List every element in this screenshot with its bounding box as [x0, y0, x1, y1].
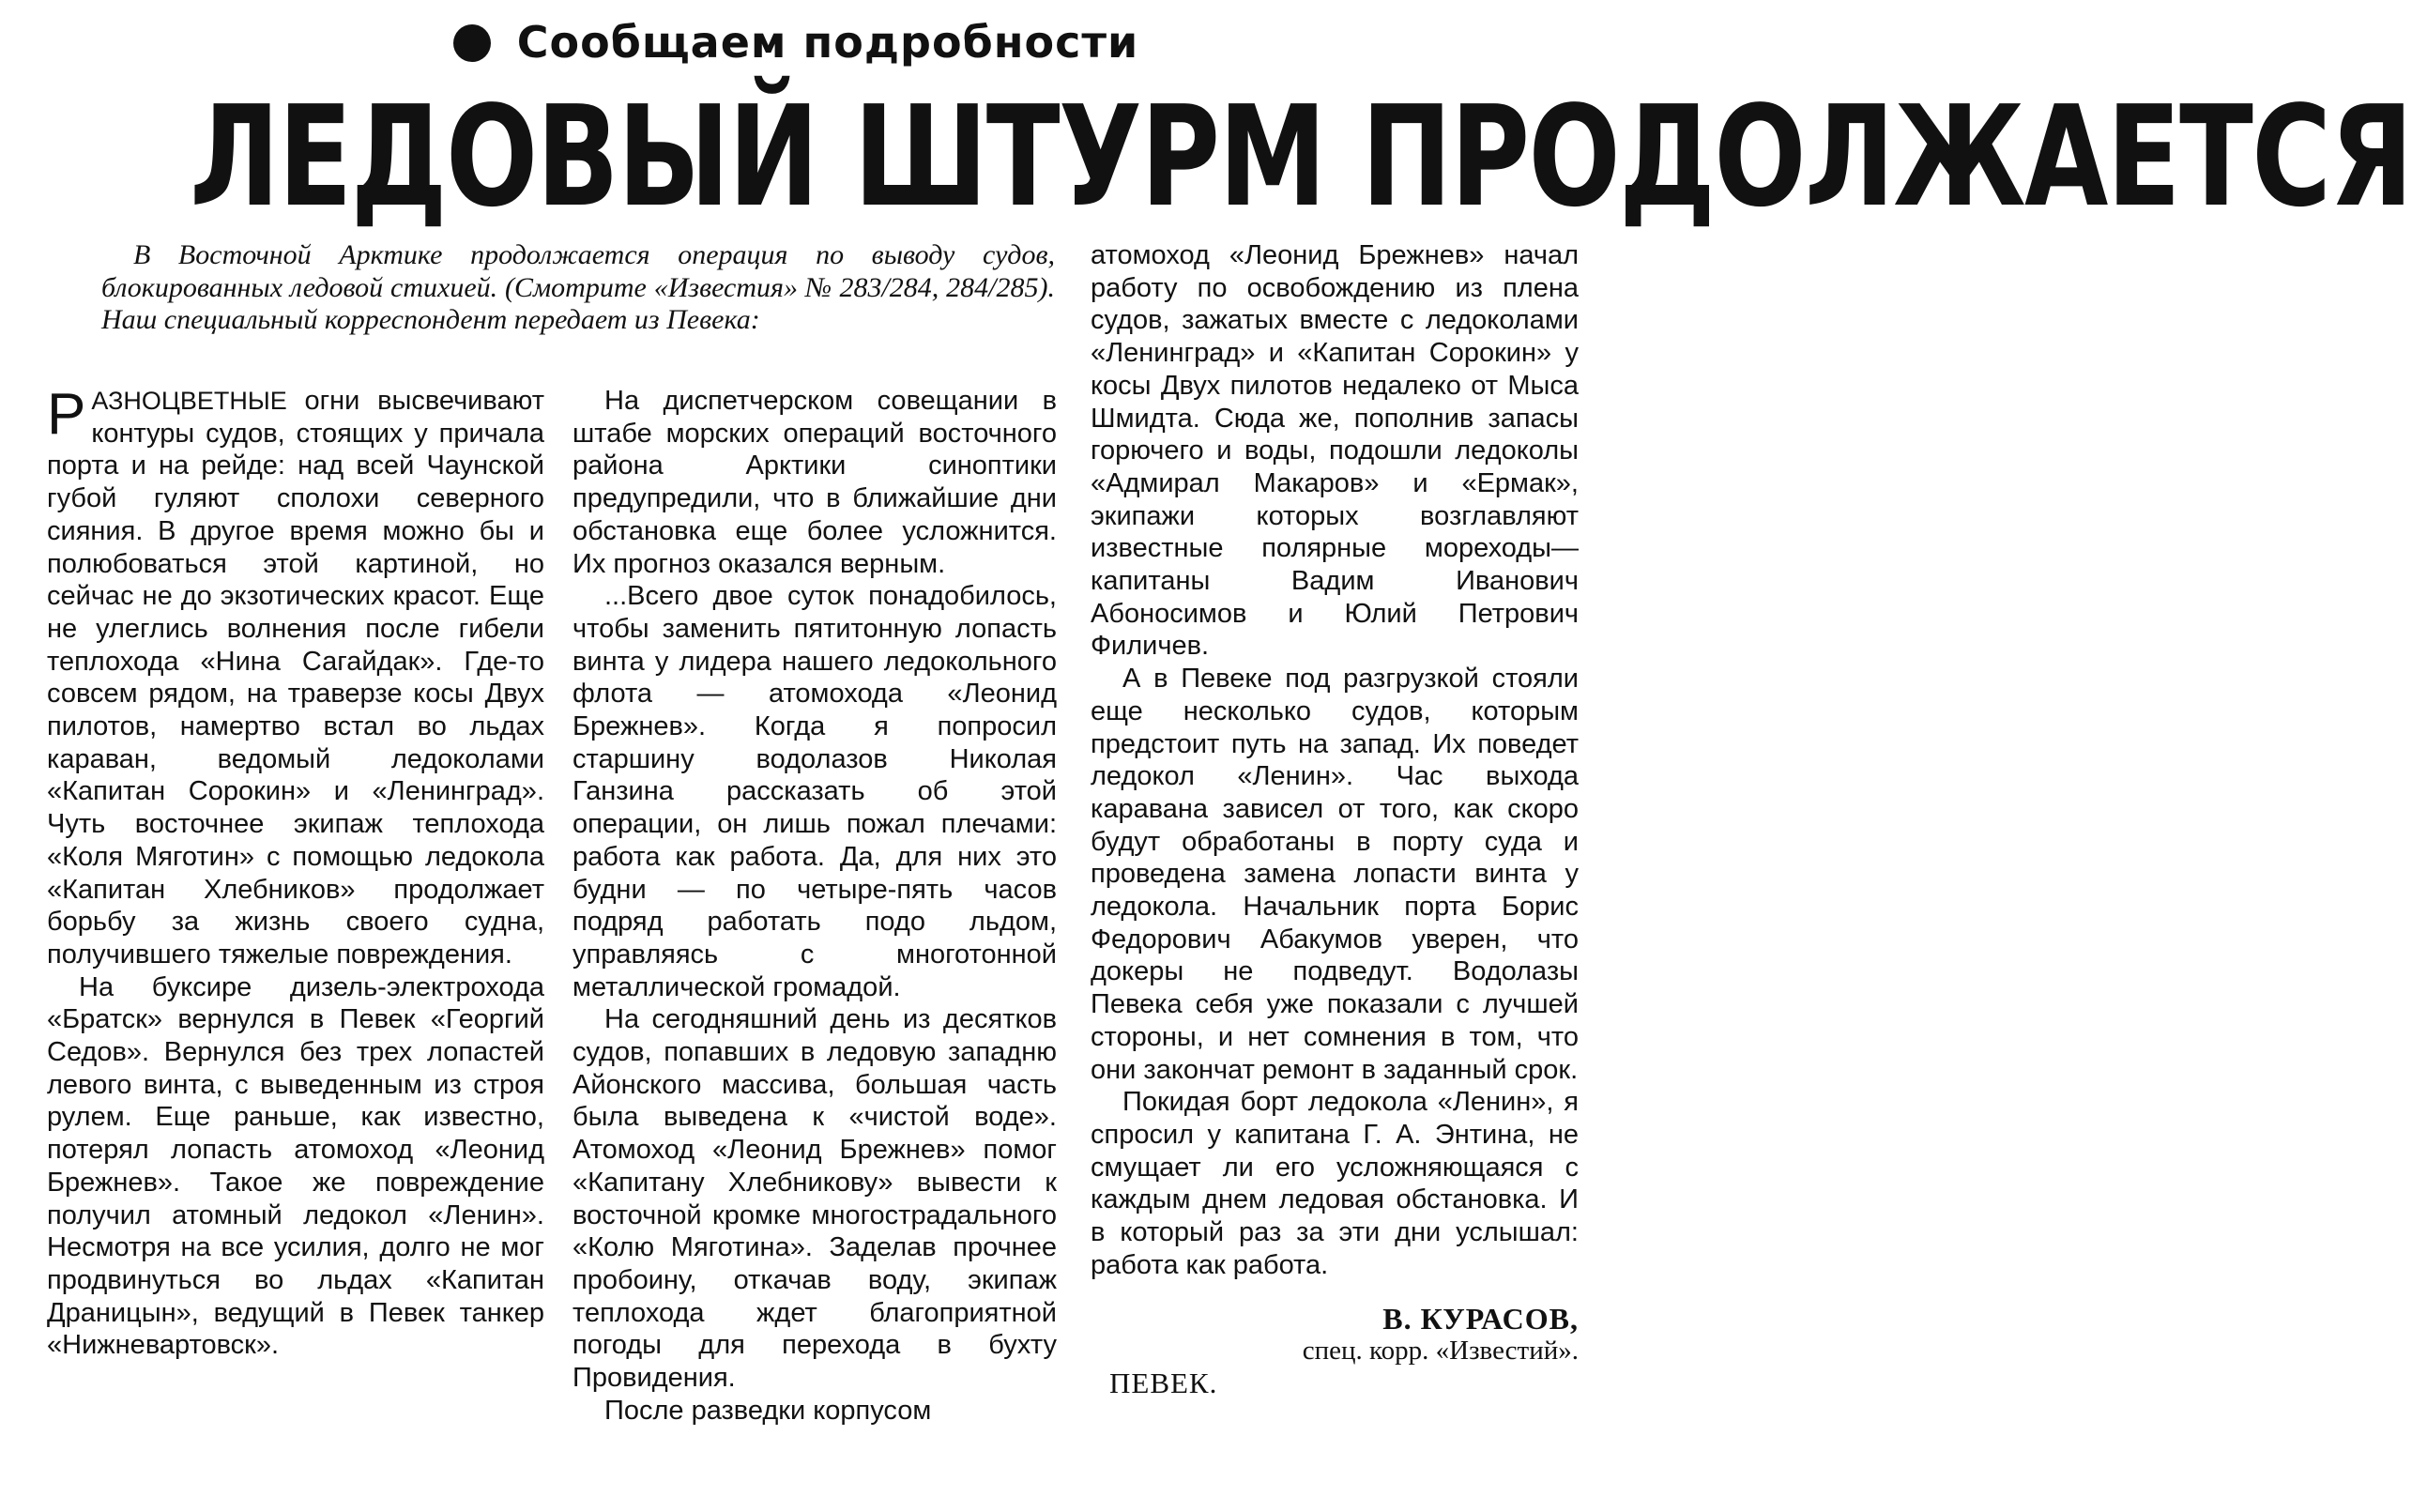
paragraph: После разведки корпусом: [604, 1395, 932, 1426]
opening-word: АЗНОЦВЕТНЫЕ: [91, 387, 287, 415]
lead-text: В Восточной Арктике продолжается операция по выводу судов, блокированных ледовой стихией. (Смотрите «Известия» № 283/284, 284/285). Наш специальный корреспондент передает из Певека:: [101, 239, 1055, 335]
column-2: [572, 385, 1057, 1428]
paragraph: На сегодняшний день из десятков судов, попавших в ледовую западню Айонского массива, большая часть была выведена к «чистой воде». Атомоход «Леонид Брежнев» помог «Капитану Хлебникову» вывести к восточной кромке многострадального «Колю Мяготина». Заделав прочнее пробоину, откачав воду, экипаж теплохода ждет благоприятной погоды для перехода в бухту Провидения.: [572, 1004, 1057, 1394]
column-1: [47, 382, 544, 1362]
kicker-text: Сообщаем подробности: [516, 17, 1139, 68]
column-3: [1091, 239, 1579, 1400]
author-signature: [1091, 1303, 1579, 1400]
rubric-kicker: [0, 17, 1592, 68]
paragraph: На буксире дизель-электрохода «Братск» вернулся в Певек «Георгий Седов». Вернулся без трех лопастей левого винта, с выведенным из строя рулем. Еще раньше, как известно, потерял лопасть атомоход «Леонид Брежнев». Такое же повреждение получил атомный ледокол «Ленин». Несмотря на все усилия, долго не мог продвинуться во льдах «Капитан Драницын», ведущий в Певек танкер «Нижневартовск».: [47, 971, 544, 1361]
paragraph: А в Певеке под разгрузкой стояли еще несколько судов, которым предстоит путь на запад. Их поведет ледокол «Ленин». Час выхода каравана зависел от того, как скоро будут обработаны в порту суда и проведена замена лопасти винта у ледокола. Начальник порта Борис Федорович Абакумов уверен, что докеры не подведут. Водолазы Певека себя уже показали с лучшей стороны, и нет сомнения в том, что они закончат ремонт в заданный срок.: [1091, 664, 1579, 1085]
paragraph: Покидая борт ледокола «Ленин», я спросил у капитана Г. А. Энтина, не смущает ли его усложняющаяся с каждым днем ледовая обстановка. И в который раз за эти дни услышал: работа как работа.: [1091, 1087, 1579, 1280]
paragraph: [47, 382, 544, 971]
paragraph: ...Всего двое суток понадобилось, чтобы заменить пятитонную лопасть винта у лидера нашего ледокольного флота — атомохода «Леонид Брежнев». Когда я попросил старшину водолазов Николая Ганзина рассказать об этой операции, он лишь пожал плечами: работа как работа. Да, для них это будни — по четыре-пять часов подряд работать подо льдом, управляясь с многотонной металлической громадой.: [572, 581, 1057, 1002]
paragraph: На диспетчерском совещании в штабе морских операций восточного района Арктики синоптики предупредили, что в ближайшие дни обстановка еще более усложнится. Их прогноз оказался верным.: [572, 386, 1057, 579]
dateline-place: ПЕВЕК.: [1109, 1366, 1218, 1399]
article-headline: ЛЕДОВЫЙ ШТУРМ ПРОДОЛЖАЕТСЯ: [190, 76, 2412, 237]
author-role: спец. корр. «Известий».: [1302, 1336, 1579, 1367]
drop-cap: Р: [47, 382, 86, 447]
article-lead: [101, 239, 1055, 337]
paragraph: атомоход «Леонид Брежнев» начал работу по освобождению из плена судов, зажатых вместе с ледоколами «Ленинград» и «Капитан Сорокин» у косы Двух пилотов недалеко от Мыса Шмидта. Сюда же, пополнив запасы горючего и воды, подошли ледоколы «Адмирал Макаров» и «Ермак», экипажи которых возглавляют известные полярные мореходы—капитаны Вадим Иванович Абоносимов и Юлий Петрович Филичев.: [1091, 240, 1579, 662]
paragraph-text: огни высвечивают контуры судов, стоящих у причала порта и на рейде: над всей Чаунской губой гуляют сполохи северного сияния. В другое время можно бы и полюбоваться этой картиной, но сейчас не до экзотических красот. Еще не улеглись волнения после гибели теплохода «Нина Сагайдак». Где-то совсем рядом, на траверзе косы Двух пилотов, намертво встал во льдах караван, ведомый ледоколами «Капитан Сорокин» и «Ленинград». Чуть восточнее экипаж теплохода «Коля Мяготин» с помощью ледокола «Капитан Хлебников» продолжает борьбу за жизнь своего судна, получившего тяжелые повреждения.: [47, 386, 544, 970]
author-name: В. КУРАСОВ,: [1382, 1301, 1579, 1336]
bullet-dot-icon: [453, 24, 491, 62]
